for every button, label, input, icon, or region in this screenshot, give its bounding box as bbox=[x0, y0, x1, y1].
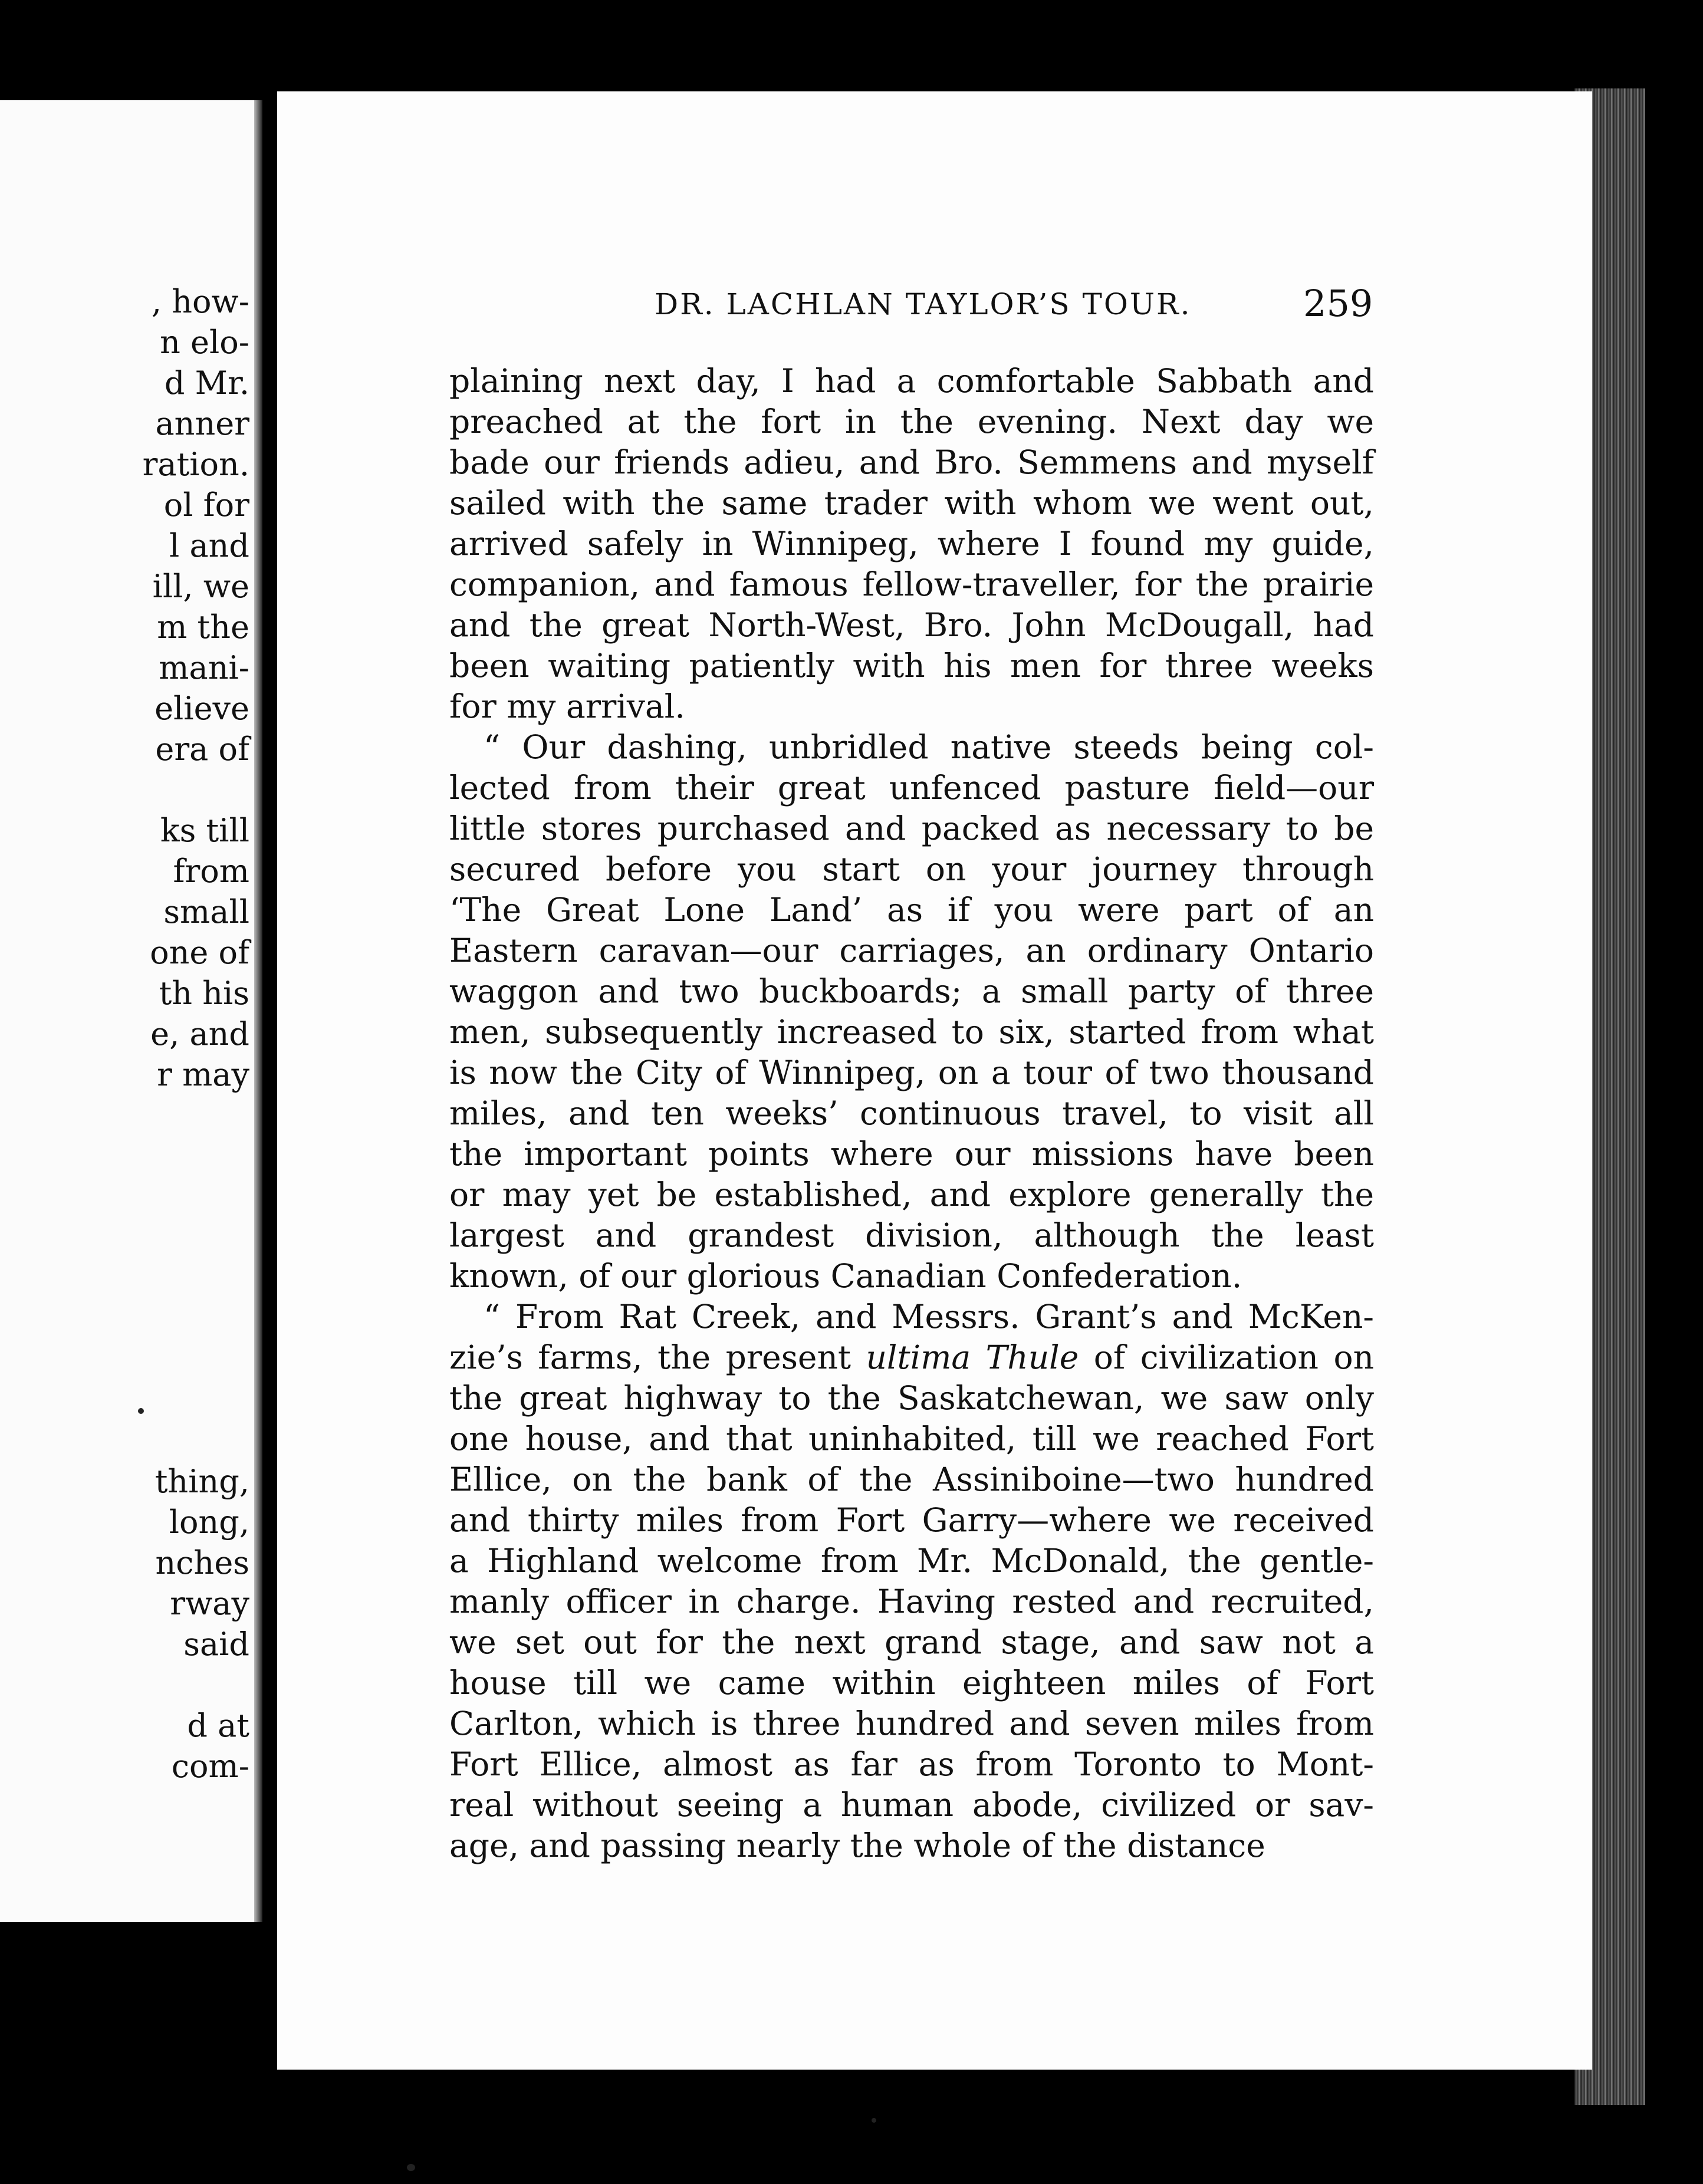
text-line: arrived safely in Winnipeg, where I found my guide, bbox=[449, 525, 1374, 563]
text-line: for my arrival. bbox=[449, 688, 685, 725]
facing-page-line: ration. bbox=[142, 446, 249, 483]
text-line: known, of our glorious Canadian Confederation. bbox=[449, 1257, 1242, 1295]
text-line: “ From Rat Creek, and Messrs. Grant’s and McKen- bbox=[484, 1298, 1374, 1336]
facing-page-line: ill, we bbox=[152, 568, 249, 605]
facing-page-line: anner bbox=[155, 405, 249, 442]
text-line: one house, and that uninhabited, till we reached Fort bbox=[449, 1420, 1374, 1458]
text-line: little stores purchased and packed as necessary to be bbox=[449, 810, 1374, 847]
text-line: plaining next day, I had a comfortable Sabbath and bbox=[449, 362, 1374, 400]
text-line: age, and passing nearly the whole of the distance bbox=[449, 1827, 1265, 1864]
page-spine-edge bbox=[254, 100, 262, 1922]
text-line: miles, and ten weeks’ continuous travel, to visit all bbox=[449, 1094, 1374, 1132]
text-line: Eastern caravan—our carriages, an ordinary Ontario bbox=[449, 932, 1374, 969]
text-line: a Highland welcome from Mr. McDonald, the gentle- bbox=[449, 1542, 1374, 1580]
facing-page-line: l and bbox=[169, 527, 249, 564]
text-line: been waiting patiently with his men for three weeks bbox=[449, 647, 1374, 685]
facing-page-line: e, and bbox=[150, 1015, 249, 1052]
text-line: lected from their great unfenced pasture field—our bbox=[449, 769, 1374, 807]
text-line: ‘The Great Lone Land’ as if you were part of an bbox=[449, 891, 1374, 929]
text-line: Ellice, on the bank of the Assiniboine—two hundred bbox=[449, 1461, 1374, 1498]
facing-page-line: small bbox=[163, 893, 249, 930]
facing-page-line: th his bbox=[159, 975, 249, 1012]
facing-page-line: d Mr. bbox=[164, 364, 249, 402]
dust-speck bbox=[138, 1408, 144, 1414]
text-line: or may yet be established, and explore generally the bbox=[449, 1176, 1374, 1213]
text-line: manly officer in charge. Having rested and recruited, bbox=[449, 1583, 1374, 1620]
text-line: the important points where our missions have been bbox=[449, 1135, 1374, 1173]
text-line: Fort Ellice, almost as far as from Toronto to Mont- bbox=[449, 1745, 1374, 1783]
text-line: Carlton, which is three hundred and seven miles from bbox=[449, 1705, 1374, 1742]
facing-page-line: nches bbox=[155, 1544, 249, 1581]
text-line: real without seeing a human abode, civilized or sav- bbox=[449, 1786, 1374, 1824]
facing-page-line: n elo- bbox=[160, 324, 249, 361]
facing-page-line: thing, bbox=[154, 1463, 249, 1500]
text-line: preached at the fort in the evening. Next day we bbox=[449, 403, 1374, 440]
text-line: and the great North-West, Bro. John McDougall, had bbox=[449, 606, 1374, 644]
facing-page-line: era of bbox=[155, 731, 249, 768]
facing-page bbox=[0, 100, 262, 1922]
facing-page-line: from bbox=[173, 853, 249, 890]
facing-page-line: ol for bbox=[163, 486, 249, 524]
text-line: zie’s farms, the present ultima Thule of civilization on bbox=[449, 1338, 1374, 1376]
facing-page-line: rway bbox=[170, 1585, 249, 1622]
text-line: the great highway to the Saskatchewan, we saw only bbox=[449, 1379, 1374, 1417]
text-line: is now the City of Winnipeg, on a tour of two thousand bbox=[449, 1054, 1374, 1091]
text-line: we set out for the next grand stage, and saw not a bbox=[449, 1623, 1374, 1661]
text-line: and thirty miles from Fort Garry—where we received bbox=[449, 1501, 1374, 1539]
page-number: 259 bbox=[1303, 282, 1373, 325]
text-line: waggon and two buckboards; a small party of three bbox=[449, 972, 1374, 1010]
dust-speck bbox=[407, 2164, 415, 2171]
facing-page-line: r may bbox=[157, 1056, 249, 1093]
running-head: DR. LACHLAN TAYLOR’S TOUR. bbox=[655, 287, 1192, 321]
text-line: house till we came within eighteen miles of Fort bbox=[449, 1664, 1374, 1702]
facing-page-line: ks till bbox=[160, 812, 249, 849]
text-line: “ Our dashing, unbridled native steeds being col- bbox=[484, 728, 1374, 766]
facing-page-line: m the bbox=[157, 609, 249, 646]
text-line: companion, and famous fellow-traveller, for the prairie bbox=[449, 565, 1374, 603]
facing-page-line: d at bbox=[187, 1707, 249, 1744]
text-line: men, subsequently increased to six, started from what bbox=[449, 1013, 1374, 1051]
facing-page-line: one of bbox=[150, 934, 249, 971]
dust-speck bbox=[872, 2118, 876, 2123]
facing-page-line: com- bbox=[171, 1748, 249, 1785]
text-line: sailed with the same trader with whom we went out, bbox=[449, 484, 1374, 522]
text-line: secured before you start on your journey through bbox=[449, 850, 1374, 888]
facing-page-line: said bbox=[183, 1626, 249, 1663]
facing-page-line: long, bbox=[169, 1504, 249, 1541]
facing-page-line: , how- bbox=[151, 283, 249, 320]
text-line: largest and grandest division, although the least bbox=[449, 1216, 1374, 1254]
text-line: bade our friends adieu, and Bro. Semmens and myself bbox=[449, 443, 1374, 481]
facing-page-line: mani- bbox=[159, 649, 249, 686]
facing-page-line: elieve bbox=[154, 690, 249, 727]
